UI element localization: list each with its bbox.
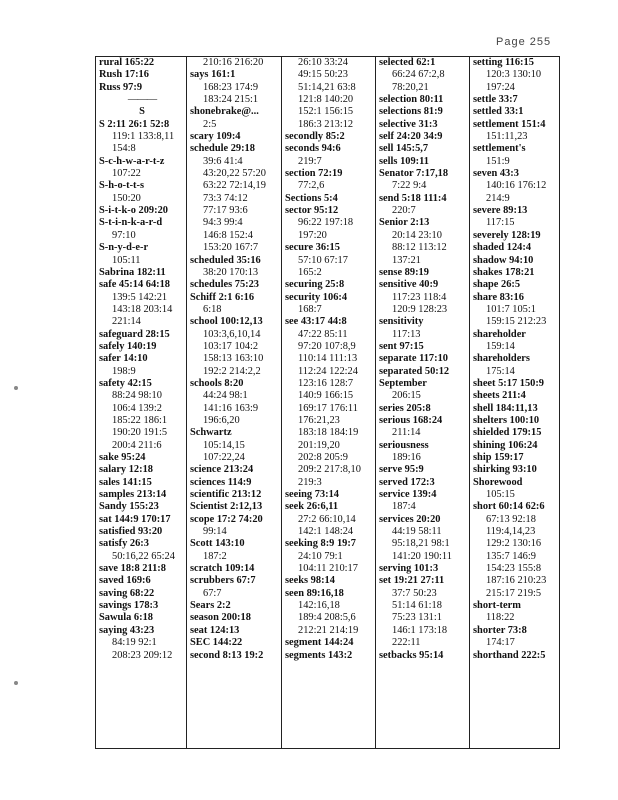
index-locator: 123:16 128:7 (298, 377, 354, 389)
index-entry: shielded 179:15 (473, 427, 542, 439)
index-locator: 159:14 (486, 340, 515, 352)
index-entry: season 200:18 (190, 612, 251, 624)
index-entry: samples 213:14 (99, 489, 167, 501)
index-locator: 51:14,21 63:8 (298, 81, 356, 93)
index-locator: 67:7 (203, 587, 222, 599)
index-locator: 200:4 211:6 (112, 439, 162, 451)
index-entry: selection 80:11 (379, 94, 444, 106)
index-locator: 183:18 184:19 (298, 427, 359, 439)
index-entry: Shorewood (473, 476, 523, 488)
index-entry: segment 144:24 (285, 637, 354, 649)
index-locator: 176:21,23 (298, 414, 340, 426)
index-entry: setbacks 95:14 (379, 649, 444, 661)
index-locator: 66:24 67:2,8 (392, 69, 445, 81)
index-entry: scrubbers 67:7 (190, 575, 256, 587)
index-entry: safe 45:14 64:18 (99, 279, 170, 291)
index-locator: 107:22,24 (203, 452, 245, 463)
index-entry: served 172:3 (379, 476, 435, 488)
index-locator: 99:14 (203, 526, 227, 538)
index-locator: 77:2,6 (298, 180, 325, 192)
index-entry: see 43:17 44:8 (285, 316, 347, 328)
index-locator: 146:8 152:4 (203, 229, 253, 241)
index-locator: 119:4,14,23 (486, 526, 536, 538)
index-entry: settlement's (473, 143, 526, 155)
index-entry: selections 81:9 (379, 106, 443, 118)
index-entry: saving 68:22 (99, 587, 155, 599)
index-entry: setting 116:15 (473, 57, 534, 68)
index-entry: Sections 5:4 (285, 192, 338, 204)
index-locator: 154:23 155:8 (486, 563, 542, 575)
index-entry: set 19:21 27:11 (379, 575, 445, 587)
index-entry: selected 62:1 (379, 57, 436, 68)
index-locator: 107:22 (112, 168, 141, 180)
index-locator: 212:21 214:19 (298, 624, 359, 636)
index-entry: Sears 2:2 (190, 600, 231, 612)
index-locator: 158:13 163:10 (203, 353, 264, 365)
index-locator: 120:3 130:10 (486, 69, 542, 81)
index-entry: Sabrina 182:11 (99, 266, 166, 278)
index-locator: 7:22 9:4 (392, 180, 427, 192)
index-locator: 129:2 130:16 (486, 538, 542, 550)
column-divider (375, 57, 376, 748)
index-entry: S-n-y-d-e-r (99, 242, 149, 254)
index-column-5 (473, 57, 561, 748)
index-entry: shell 184:11,13 (473, 402, 538, 414)
index-locator: 185:22 186:1 (112, 414, 168, 426)
index-locator: 219:3 (298, 476, 322, 488)
index-entry: shape 26:5 (473, 279, 521, 291)
index-entry: services 20:20 (379, 513, 441, 525)
index-locator: 169:17 176:11 (298, 402, 358, 414)
index-locator: 75:23 131:1 (392, 612, 442, 624)
index-entry: sake 95:24 (99, 452, 146, 463)
index-entry: seek 26:6,11 (285, 501, 339, 513)
index-entry: Scientist 2:12,13 (190, 501, 263, 513)
index-locator: 88:12 113:12 (392, 242, 447, 254)
index-entry: shareholders (473, 353, 530, 365)
index-entry: shonebrake@... (190, 106, 259, 118)
index-entry: savings 178:3 (99, 600, 159, 612)
index-entry: serving 101:3 (379, 563, 439, 575)
index-locator: 24:10 79:1 (298, 550, 343, 562)
index-locator: 101:7 105:1 (486, 303, 536, 315)
index-entry: Russ 97:9 (99, 81, 143, 93)
index-locator: 142:1 148:24 (298, 526, 354, 538)
index-locator: 183:24 215:1 (203, 94, 259, 106)
index-locator: 187:4 (392, 501, 416, 513)
index-locator: 141:20 190:11 (392, 550, 452, 562)
index-locator: 214:9 (486, 192, 510, 204)
index-locator: 78:20,21 (392, 81, 429, 93)
index-entry: Sawula 6:18 (99, 612, 153, 624)
index-locator: 51:14 61:18 (392, 600, 442, 612)
index-locator: 20:14 23:10 (392, 229, 442, 241)
index-entry: safeguard 28:15 (99, 328, 170, 340)
index-entry: section 72:19 (285, 168, 343, 180)
index-entry: sell 145:5,7 (379, 143, 429, 155)
index-locator: 39:6 41:4 (203, 155, 243, 167)
index-entry: SEC 144:22 (190, 637, 243, 649)
index-entry: separated 50:12 (379, 365, 450, 377)
index-locator: 168:7 (298, 303, 322, 315)
index-locator: 189:16 (392, 452, 421, 463)
index-locator: 209:2 217:8,10 (298, 464, 361, 476)
index-entry: shakes 178:21 (473, 266, 535, 278)
index-locator: 105:11 (112, 254, 141, 266)
index-locator: 27:2 66:10,14 (298, 513, 356, 525)
index-locator: 50:16,22 65:24 (112, 550, 175, 562)
index-entry: sciences 114:9 (190, 476, 252, 488)
index-entry: sells 109:11 (379, 155, 429, 167)
index-locator: 142:16,18 (298, 600, 340, 612)
index-entry: safety 42:15 (99, 377, 152, 389)
index-locator: 117:15 (486, 217, 515, 229)
index-entry: school 100:12,13 (190, 316, 263, 328)
index-entry: shareholder (473, 328, 526, 340)
index-locator: 206:15 (392, 390, 421, 402)
index-locator: 110:14 111:13 (298, 353, 358, 365)
index-entry: secure 36:15 (285, 242, 340, 254)
index-entry: Sandy 155:23 (99, 501, 159, 513)
index-locator: 95:18,21 98:1 (392, 538, 450, 550)
index-locator: 196:6,20 (203, 414, 240, 426)
column-divider (469, 57, 470, 748)
index-entry: sales 141:15 (99, 476, 152, 488)
index-entry: severely 128:19 (473, 229, 541, 241)
index-locator: 96:22 197:18 (298, 217, 354, 229)
column-divider (186, 57, 187, 748)
index-entry: settlement 151:4 (473, 118, 546, 130)
index-locator: 208:23 209:12 (112, 649, 173, 661)
index-entry: schedule 29:18 (190, 143, 255, 155)
index-table (95, 56, 560, 749)
index-locator: 137:21 (392, 254, 421, 266)
index-locator: 6:18 (203, 303, 222, 315)
index-locator: 168:23 174:9 (203, 81, 259, 93)
index-entry: share 83:16 (473, 291, 524, 303)
index-entry: sat 144:9 170:17 (99, 513, 171, 525)
index-entry: sheet 5:17 150:9 (473, 377, 544, 389)
index-entry: settled 33:1 (473, 106, 524, 118)
index-entry: says 161:1 (190, 69, 236, 81)
index-locator: 189:4 208:5,6 (298, 612, 356, 624)
index-column-4 (379, 57, 467, 748)
index-locator: 190:20 191:5 (112, 427, 168, 439)
index-entry: Schwartz (190, 427, 232, 439)
index-entry: saying 43:23 (99, 624, 155, 636)
scan-mark (14, 681, 18, 685)
page-number: Page 255 (496, 36, 552, 48)
index-locator: 146:1 173:18 (392, 624, 448, 636)
index-locator: 187:2 (203, 550, 227, 562)
index-entry: second 8:13 19:2 (190, 649, 264, 661)
index-entry: save 18:8 211:8 (99, 563, 166, 575)
index-entry: safer 14:10 (99, 353, 148, 365)
index-locator: 63:22 72:14,19 (203, 180, 266, 192)
index-locator: 117:13 (392, 328, 421, 340)
index-entry: shirking 93:10 (473, 464, 537, 476)
index-entry: seconds 94:6 (285, 143, 341, 155)
index-entry: Senior 2:13 (379, 217, 430, 229)
index-entry: S-h-o-t-t-s (99, 180, 145, 192)
index-locator: 186:3 213:12 (298, 118, 354, 130)
index-entry: seven 43:3 (473, 168, 519, 180)
index-locator: 119:1 133:8,11 (112, 131, 175, 143)
index-locator: 219:7 (298, 155, 322, 167)
index-locator: 118:22 (486, 612, 515, 624)
index-locator: 38:20 170:13 (203, 266, 259, 278)
index-entry: self 24:20 34:9 (379, 131, 443, 143)
index-locator: 57:10 67:17 (298, 254, 348, 266)
index-entry: S 2:11 26:1 52:8 (99, 118, 170, 130)
index-entry: shaded 124:4 (473, 242, 532, 254)
index-entry: satisfy 26:3 (99, 538, 149, 550)
index-entry: sent 97:15 (379, 340, 424, 352)
index-locator: 97:10 (112, 229, 136, 241)
index-locator: 151:11,23 (486, 131, 528, 143)
section-letter: S (139, 106, 145, 118)
index-entry: schedules 75:23 (190, 279, 259, 291)
index-entry: seeks 98:14 (285, 575, 335, 587)
index-entry: secondly 85:2 (285, 131, 345, 143)
index-entry: seriousness (379, 439, 429, 451)
index-locator: 44:19 58:11 (392, 526, 442, 538)
index-locator: 117:23 118:4 (392, 291, 447, 303)
index-column-1 (99, 57, 185, 748)
index-entry: shorthand 222:5 (473, 649, 546, 661)
index-locator: 154:8 (112, 143, 136, 155)
index-entry: securing 25:8 (285, 279, 345, 291)
index-locator: 106:4 139:2 (112, 402, 162, 414)
index-locator: 140:9 166:15 (298, 390, 354, 402)
index-entry: Rush 17:16 (99, 69, 149, 81)
index-entry: ship 159:17 (473, 452, 524, 463)
index-locator: 26:10 33:24 (298, 57, 348, 68)
index-entry: S-c-h-w-a-r-t-z (99, 155, 165, 167)
index-locator: 152:1 156:15 (298, 106, 354, 118)
index-entry: Schiff 2:1 6:16 (190, 291, 255, 303)
index-entry: shadow 94:10 (473, 254, 534, 266)
index-locator: 140:16 176:12 (486, 180, 547, 192)
index-entry: sense 89:19 (379, 266, 429, 278)
index-locator: 120:9 128:23 (392, 303, 448, 315)
index-entry: short 60:14 62:6 (473, 501, 545, 513)
index-locator: 192:2 214:2,2 (203, 365, 261, 377)
index-locator: 221:14 (112, 316, 141, 328)
index-locator: 139:5 142:21 (112, 291, 168, 303)
index-entry: settle 33:7 (473, 94, 518, 106)
index-locator: 174:17 (486, 637, 515, 649)
index-locator: 43:20,22 57:20 (203, 168, 266, 180)
index-locator: 103:17 104:2 (203, 340, 259, 352)
index-locator: 49:15 50:23 (298, 69, 348, 81)
index-locator: 197:24 (486, 81, 515, 93)
index-locator: 121:8 140:20 (298, 94, 354, 106)
index-entry: segments 143:2 (285, 649, 353, 661)
index-entry: short-term (473, 600, 521, 612)
index-locator: 67:13 92:18 (486, 513, 536, 525)
index-entry: seeing 73:14 (285, 489, 339, 501)
index-locator: 210:16 216:20 (203, 57, 264, 68)
index-locator: 105:15 (486, 489, 515, 501)
index-entry: seat 124:13 (190, 624, 240, 636)
index-entry: scheduled 35:16 (190, 254, 261, 266)
index-locator: 37:7 50:23 (392, 587, 437, 599)
index-entry: September (379, 377, 427, 389)
section-rule: ——— (127, 94, 157, 106)
index-locator: 112:24 122:24 (298, 365, 358, 377)
index-locator: 135:7 146:9 (486, 550, 536, 562)
index-locator: 220:7 (392, 205, 416, 217)
index-entry: schools 8:20 (190, 377, 244, 389)
index-locator: 197:20 (298, 229, 327, 241)
index-locator: 165:2 (298, 266, 322, 278)
index-entry: safely 140:19 (99, 340, 157, 352)
index-entry: scientific 213:12 (190, 489, 262, 501)
index-locator: 222:11 (392, 637, 421, 649)
index-entry: sensitive 40:9 (379, 279, 439, 291)
scan-mark (14, 386, 18, 390)
index-locator: 77:17 93:6 (203, 205, 248, 217)
index-locator: 94:3 99:4 (203, 217, 243, 229)
index-entry: shorter 73:8 (473, 624, 527, 636)
index-entry: rural 165:22 (99, 57, 155, 68)
index-entry: seen 89:16,18 (285, 587, 344, 599)
index-locator: 151:9 (486, 155, 510, 167)
index-locator: 175:14 (486, 365, 515, 377)
index-entry: sensitivity (379, 316, 424, 328)
column-divider (281, 57, 282, 748)
index-entry: severe 89:13 (473, 205, 528, 217)
index-locator: 88:24 98:10 (112, 390, 162, 402)
index-entry: shining 106:24 (473, 439, 538, 451)
index-locator: 153:20 167:7 (203, 242, 259, 254)
index-column-3 (285, 57, 373, 748)
index-entry: separate 117:10 (379, 353, 448, 365)
index-entry: salary 12:18 (99, 464, 153, 476)
index-locator: 187:16 210:23 (486, 575, 547, 587)
index-entry: sector 95:12 (285, 205, 339, 217)
index-locator: 198:9 (112, 365, 136, 377)
index-locator: 84:19 92:1 (112, 637, 157, 649)
index-entry: satisfied 93:20 (99, 526, 163, 538)
index-entry: seeking 8:9 19:7 (285, 538, 356, 550)
index-entry: security 106:4 (285, 291, 348, 303)
index-entry: scope 17:2 74:20 (190, 513, 263, 525)
index-locator: 103:3,6,10,14 (203, 328, 261, 340)
index-locator: 150:20 (112, 192, 141, 204)
index-locator: 104:11 210:17 (298, 563, 358, 575)
index-locator: 105:14,15 (203, 439, 245, 451)
index-locator: 202:8 205:9 (298, 452, 348, 463)
index-entry: serious 168:24 (379, 414, 443, 426)
index-locator: 97:20 107:8,9 (298, 340, 356, 352)
index-column-2 (190, 57, 277, 748)
index-entry: saved 169:6 (99, 575, 151, 587)
index-locator: 159:15 212:23 (486, 316, 547, 328)
index-locator: 47:22 85:11 (298, 328, 348, 340)
index-locator: 215:17 219:5 (486, 587, 542, 599)
index-locator: 73:3 74:12 (203, 192, 248, 204)
index-locator: 211:14 (392, 427, 421, 439)
index-entry: Senator 7:17,18 (379, 168, 449, 180)
index-entry: sheets 211:4 (473, 390, 526, 402)
index-entry: shelters 100:10 (473, 414, 540, 426)
index-entry: scary 109:4 (190, 131, 241, 143)
index-locator: 44:24 98:1 (203, 390, 248, 402)
index-locator: 2:5 (203, 118, 217, 130)
index-entry: S-t-i-n-k-a-r-d (99, 217, 163, 229)
index-entry: Scott 143:10 (190, 538, 245, 550)
index-entry: service 139:4 (379, 489, 437, 501)
index-entry: selective 31:3 (379, 118, 438, 130)
index-entry: serve 95:9 (379, 464, 424, 476)
index-entry: send 5:18 111:4 (379, 192, 447, 204)
index-locator: 201:19,20 (298, 439, 340, 451)
index-locator: 143:18 203:14 (112, 303, 173, 315)
index-locator: 141:16 163:9 (203, 402, 259, 414)
index-entry: S-i-t-k-o 209:20 (99, 205, 168, 217)
index-entry: series 205:8 (379, 402, 431, 414)
index-entry: scratch 109:14 (190, 563, 255, 575)
index-entry: science 213:24 (190, 464, 254, 476)
